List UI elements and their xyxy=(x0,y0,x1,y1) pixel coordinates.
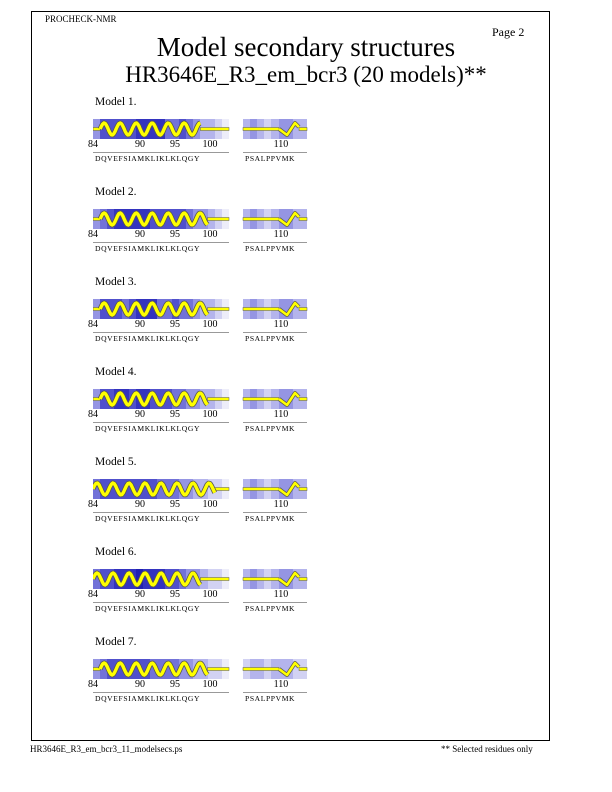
residue-tick-label: 110 xyxy=(273,229,289,240)
residue-shade-cell xyxy=(300,479,307,499)
residue-shade-cell xyxy=(129,659,136,679)
residue-shade-cell xyxy=(143,209,150,229)
residue-shade-cell xyxy=(172,659,179,679)
residue-shade-cell xyxy=(222,389,229,409)
residue-shade-cell xyxy=(222,299,229,319)
residue-shade-cell xyxy=(200,569,207,589)
residue-shade-cell xyxy=(257,389,264,409)
residue-shade-cell xyxy=(93,209,100,229)
residue-tick-label: 84 xyxy=(88,319,98,330)
residue-shade-cell xyxy=(136,209,143,229)
residue-tick-label: 84 xyxy=(88,679,98,690)
residue-shade-cell xyxy=(271,659,278,679)
sequence-segment: DQVEFSIAMKLIKLKLQGY xyxy=(95,154,201,163)
residue-shade-cell xyxy=(264,479,271,499)
residue-shade-cell xyxy=(114,569,121,589)
residue-shade-cell xyxy=(222,659,229,679)
residue-shade-cell xyxy=(200,389,207,409)
residue-shade-cell xyxy=(143,119,150,139)
residue-shade-cell xyxy=(286,209,293,229)
sequence-rule xyxy=(93,152,229,153)
residue-shade-cell xyxy=(215,119,222,139)
residue-shade-cell xyxy=(271,119,278,139)
sequence-segment: PSALPPVMK xyxy=(245,604,296,613)
residue-shade-cell xyxy=(186,119,193,139)
residue-shade-cell xyxy=(186,299,193,319)
page-number: Page 2 xyxy=(492,25,525,39)
sequence-segment: DQVEFSIAMKLIKLKLQGY xyxy=(95,694,201,703)
residue-shade-cell xyxy=(107,389,114,409)
residue-tick-label: 90 xyxy=(135,499,145,510)
residue-shade-cell xyxy=(279,389,286,409)
residue-shade-cell xyxy=(222,209,229,229)
residue-shade-cell xyxy=(122,389,129,409)
residue-shade-cell xyxy=(293,479,300,499)
residue-shade-cell xyxy=(179,569,186,589)
residue-shade-cell xyxy=(222,479,229,499)
residue-shade-cell xyxy=(271,299,278,319)
residue-tick-label: 110 xyxy=(273,499,289,510)
residue-shade-cell xyxy=(286,299,293,319)
residue-shade-cell xyxy=(143,389,150,409)
residue-shade-cell xyxy=(300,119,307,139)
residue-shade-cell xyxy=(122,209,129,229)
sequence-rule xyxy=(93,602,229,603)
residue-shade-cell xyxy=(114,659,121,679)
residue-shade-cell xyxy=(122,569,129,589)
sequence-segment: DQVEFSIAMKLIKLKLQGY xyxy=(95,334,201,343)
residue-shade-cell xyxy=(122,299,129,319)
residue-shade-cell xyxy=(271,479,278,499)
shading-strip xyxy=(243,389,307,409)
residue-shade-cell xyxy=(150,659,157,679)
residue-shade-cell xyxy=(122,659,129,679)
residue-shade-cell xyxy=(293,569,300,589)
residue-shade-cell xyxy=(300,209,307,229)
residue-shade-cell xyxy=(172,209,179,229)
residue-shade-cell xyxy=(293,299,300,319)
residue-shade-cell xyxy=(93,479,100,499)
residue-shade-cell xyxy=(250,299,257,319)
residue-shade-cell xyxy=(243,299,250,319)
residue-shade-cell xyxy=(243,659,250,679)
residue-shade-cell xyxy=(200,659,207,679)
residue-tick-label: 84 xyxy=(88,589,98,600)
residue-shade-cell xyxy=(193,299,200,319)
residue-shade-cell xyxy=(93,389,100,409)
residue-shade-cell xyxy=(257,569,264,589)
residue-shade-cell xyxy=(193,659,200,679)
residue-shade-cell xyxy=(114,389,121,409)
residue-shade-cell xyxy=(179,479,186,499)
residue-shade-cell xyxy=(186,569,193,589)
residue-shade-cell xyxy=(286,389,293,409)
residue-shade-cell xyxy=(300,299,307,319)
sequence-segment: PSALPPVMK xyxy=(245,244,296,253)
residue-shade-cell xyxy=(250,659,257,679)
sequence-rule xyxy=(243,332,307,333)
residue-shade-cell xyxy=(193,389,200,409)
residue-shade-cell xyxy=(286,569,293,589)
sequence-rule xyxy=(243,422,307,423)
residue-shade-cell xyxy=(208,299,215,319)
residue-shade-cell xyxy=(243,119,250,139)
residue-tick-label: 90 xyxy=(135,139,145,150)
residue-shade-cell xyxy=(107,479,114,499)
residue-shade-cell xyxy=(279,299,286,319)
residue-shade-cell xyxy=(172,569,179,589)
residue-tick-label: 110 xyxy=(273,679,289,690)
shading-strip xyxy=(93,569,229,589)
residue-shade-cell xyxy=(179,389,186,409)
sequence-rule xyxy=(93,512,229,513)
residue-shade-cell xyxy=(215,479,222,499)
residue-shade-cell xyxy=(165,479,172,499)
residue-shade-cell xyxy=(215,659,222,679)
residue-shade-cell xyxy=(264,389,271,409)
residue-shade-cell xyxy=(271,389,278,409)
residue-shade-cell xyxy=(93,299,100,319)
model-label: Model 4. xyxy=(95,366,137,378)
residue-shade-cell xyxy=(136,389,143,409)
residue-shade-cell xyxy=(215,209,222,229)
residue-shade-cell xyxy=(279,479,286,499)
shading-strip xyxy=(243,569,307,589)
residue-shade-cell xyxy=(114,479,121,499)
residue-shade-cell xyxy=(143,299,150,319)
residue-shade-cell xyxy=(129,299,136,319)
shading-strip xyxy=(93,389,229,409)
residue-shade-cell xyxy=(136,659,143,679)
residue-tick-label: 100 xyxy=(202,499,218,510)
residue-shade-cell xyxy=(243,389,250,409)
residue-tick-label: 90 xyxy=(135,679,145,690)
sequence-rule xyxy=(243,602,307,603)
shading-strip xyxy=(93,299,229,319)
residue-shade-cell xyxy=(157,119,164,139)
residue-shade-cell xyxy=(143,479,150,499)
shading-strip xyxy=(243,209,307,229)
residue-shade-cell xyxy=(100,389,107,409)
shading-strip xyxy=(243,659,307,679)
residue-shade-cell xyxy=(129,389,136,409)
residue-shade-cell xyxy=(257,479,264,499)
page-subtitle: HR3646E_R3_em_bcr3 (20 models)** xyxy=(125,62,487,87)
residue-tick-label: 84 xyxy=(88,499,98,510)
residue-shade-cell xyxy=(222,569,229,589)
sequence-rule xyxy=(93,692,229,693)
residue-shade-cell xyxy=(293,209,300,229)
sequence-segment: DQVEFSIAMKLIKLKLQGY xyxy=(95,604,201,613)
model-block xyxy=(88,456,313,546)
residue-shade-cell xyxy=(129,569,136,589)
sequence-rule xyxy=(243,242,307,243)
residue-shade-cell xyxy=(264,299,271,319)
sequence-rule xyxy=(93,242,229,243)
residue-shade-cell xyxy=(215,569,222,589)
residue-shade-cell xyxy=(257,209,264,229)
sequence-rule xyxy=(93,422,229,423)
residue-shade-cell xyxy=(100,119,107,139)
residue-tick-label: 95 xyxy=(170,409,180,420)
residue-tick-label: 100 xyxy=(202,229,218,240)
residue-shade-cell xyxy=(279,119,286,139)
residue-shade-cell xyxy=(172,119,179,139)
residue-shade-cell xyxy=(286,659,293,679)
residue-shade-cell xyxy=(150,299,157,319)
residue-shade-cell xyxy=(114,209,121,229)
residue-shade-cell xyxy=(122,119,129,139)
residue-tick-label: 95 xyxy=(170,139,180,150)
sequence-segment: PSALPPVMK xyxy=(245,154,296,163)
residue-shade-cell xyxy=(157,209,164,229)
residue-shade-cell xyxy=(179,659,186,679)
model-label: Model 1. xyxy=(95,96,137,108)
residue-shade-cell xyxy=(107,569,114,589)
residue-shade-cell xyxy=(107,119,114,139)
residue-tick-label: 84 xyxy=(88,229,98,240)
residue-tick-label: 95 xyxy=(170,229,180,240)
residue-shade-cell xyxy=(222,119,229,139)
residue-tick-label: 84 xyxy=(88,409,98,420)
residue-tick-label: 110 xyxy=(273,409,289,420)
residue-shade-cell xyxy=(208,209,215,229)
model-block xyxy=(88,546,313,636)
residue-shade-cell xyxy=(157,299,164,319)
residue-shade-cell xyxy=(208,479,215,499)
residue-shade-cell xyxy=(136,299,143,319)
residue-shade-cell xyxy=(100,479,107,499)
residue-shade-cell xyxy=(264,659,271,679)
residue-shade-cell xyxy=(300,659,307,679)
residue-shade-cell xyxy=(215,299,222,319)
residue-tick-label: 90 xyxy=(135,409,145,420)
residue-tick-label: 90 xyxy=(135,319,145,330)
residue-shade-cell xyxy=(250,209,257,229)
residue-shade-cell xyxy=(293,119,300,139)
residue-shade-cell xyxy=(250,479,257,499)
residue-shade-cell xyxy=(107,659,114,679)
sequence-segment: DQVEFSIAMKLIKLKLQGY xyxy=(95,244,201,253)
residue-tick-label: 100 xyxy=(202,319,218,330)
shading-strip xyxy=(243,299,307,319)
residue-shade-cell xyxy=(200,119,207,139)
residue-shade-cell xyxy=(129,209,136,229)
sequence-rule xyxy=(243,152,307,153)
residue-shade-cell xyxy=(150,209,157,229)
residue-tick-label: 100 xyxy=(202,589,218,600)
residue-tick-label: 95 xyxy=(170,589,180,600)
residue-shade-cell xyxy=(165,119,172,139)
model-label: Model 3. xyxy=(95,276,137,288)
residue-shade-cell xyxy=(271,209,278,229)
residue-shade-cell xyxy=(186,209,193,229)
residue-tick-label: 95 xyxy=(170,679,180,690)
residue-shade-cell xyxy=(243,479,250,499)
residue-shade-cell xyxy=(143,659,150,679)
residue-shade-cell xyxy=(200,479,207,499)
residue-shade-cell xyxy=(129,119,136,139)
residue-tick-label: 110 xyxy=(273,139,289,150)
residue-shade-cell xyxy=(250,119,257,139)
sequence-segment: PSALPPVMK xyxy=(245,334,296,343)
residue-shade-cell xyxy=(93,569,100,589)
residue-shade-cell xyxy=(165,569,172,589)
shading-strip xyxy=(243,479,307,499)
shading-strip xyxy=(93,209,229,229)
residue-tick-label: 110 xyxy=(273,319,289,330)
residue-shade-cell xyxy=(250,569,257,589)
residue-shade-cell xyxy=(200,209,207,229)
model-label: Model 5. xyxy=(95,456,137,468)
model-label: Model 6. xyxy=(95,546,137,558)
residue-shade-cell xyxy=(179,299,186,319)
residue-tick-label: 90 xyxy=(135,229,145,240)
residue-shade-cell xyxy=(165,299,172,319)
residue-shade-cell xyxy=(293,389,300,409)
model-block xyxy=(88,96,313,186)
residue-shade-cell xyxy=(257,659,264,679)
residue-shade-cell xyxy=(215,389,222,409)
residue-shade-cell xyxy=(150,389,157,409)
residue-shade-cell xyxy=(136,569,143,589)
shading-strip xyxy=(93,119,229,139)
shading-strip xyxy=(243,119,307,139)
residue-tick-label: 84 xyxy=(88,139,98,150)
residue-shade-cell xyxy=(279,209,286,229)
residue-tick-label: 110 xyxy=(273,589,289,600)
residue-shade-cell xyxy=(257,119,264,139)
residue-shade-cell xyxy=(264,209,271,229)
page-title: Model secondary structures xyxy=(156,32,456,62)
residue-shade-cell xyxy=(300,389,307,409)
residue-shade-cell xyxy=(172,299,179,319)
residue-shade-cell xyxy=(200,299,207,319)
residue-shade-cell xyxy=(150,569,157,589)
residue-shade-cell xyxy=(172,479,179,499)
residue-shade-cell xyxy=(157,479,164,499)
residue-shade-cell xyxy=(107,209,114,229)
residue-tick-label: 95 xyxy=(170,319,180,330)
residue-shade-cell xyxy=(150,479,157,499)
sequence-rule xyxy=(243,512,307,513)
model-label: Model 2. xyxy=(95,186,137,198)
residue-shade-cell xyxy=(100,209,107,229)
sequence-rule xyxy=(93,332,229,333)
residue-shade-cell xyxy=(208,119,215,139)
residue-shade-cell xyxy=(179,119,186,139)
residue-tick-label: 100 xyxy=(202,679,218,690)
sequence-segment: PSALPPVMK xyxy=(245,424,296,433)
residue-shade-cell xyxy=(100,299,107,319)
residue-shade-cell xyxy=(208,569,215,589)
residue-shade-cell xyxy=(93,119,100,139)
residue-shade-cell xyxy=(150,119,157,139)
residue-tick-label: 90 xyxy=(135,589,145,600)
residue-shade-cell xyxy=(193,479,200,499)
residue-shade-cell xyxy=(193,209,200,229)
residue-tick-label: 100 xyxy=(202,409,218,420)
residue-shade-cell xyxy=(186,479,193,499)
residue-shade-cell xyxy=(172,389,179,409)
residue-shade-cell xyxy=(264,119,271,139)
residue-shade-cell xyxy=(243,569,250,589)
sequence-segment: DQVEFSIAMKLIKLKLQGY xyxy=(95,514,201,523)
residue-shade-cell xyxy=(293,659,300,679)
residue-shade-cell xyxy=(279,569,286,589)
residue-shade-cell xyxy=(136,479,143,499)
sequence-segment: DQVEFSIAMKLIKLKLQGY xyxy=(95,424,201,433)
shading-strip xyxy=(93,479,229,499)
sequence-segment: PSALPPVMK xyxy=(245,514,296,523)
residue-shade-cell xyxy=(157,569,164,589)
residue-shade-cell xyxy=(100,569,107,589)
footer-note: ** Selected residues only xyxy=(441,744,533,754)
residue-shade-cell xyxy=(93,659,100,679)
residue-shade-cell xyxy=(279,659,286,679)
residue-shade-cell xyxy=(165,389,172,409)
residue-tick-label: 100 xyxy=(202,139,218,150)
residue-shade-cell xyxy=(271,569,278,589)
model-block xyxy=(88,186,313,276)
residue-shade-cell xyxy=(193,119,200,139)
residue-shade-cell xyxy=(157,389,164,409)
sequence-segment: PSALPPVMK xyxy=(245,694,296,703)
residue-shade-cell xyxy=(129,479,136,499)
residue-shade-cell xyxy=(100,659,107,679)
residue-shade-cell xyxy=(286,479,293,499)
residue-shade-cell xyxy=(186,389,193,409)
residue-shade-cell xyxy=(186,659,193,679)
residue-shade-cell xyxy=(136,119,143,139)
sequence-rule xyxy=(243,692,307,693)
residue-shade-cell xyxy=(107,299,114,319)
model-block xyxy=(88,636,313,726)
residue-shade-cell xyxy=(208,389,215,409)
residue-shade-cell xyxy=(264,569,271,589)
model-block xyxy=(88,366,313,456)
residue-shade-cell xyxy=(257,299,264,319)
residue-shade-cell xyxy=(165,209,172,229)
residue-shade-cell xyxy=(179,209,186,229)
residue-shade-cell xyxy=(208,659,215,679)
residue-shade-cell xyxy=(143,569,150,589)
program-name: PROCHECK-NMR xyxy=(45,14,117,24)
footer-filename: HR3646E_R3_em_bcr3_11_modelsecs.ps xyxy=(30,744,183,754)
residue-shade-cell xyxy=(157,659,164,679)
residue-shade-cell xyxy=(165,659,172,679)
residue-shade-cell xyxy=(250,389,257,409)
residue-shade-cell xyxy=(114,299,121,319)
residue-shade-cell xyxy=(300,569,307,589)
residue-tick-label: 95 xyxy=(170,499,180,510)
residue-shade-cell xyxy=(193,569,200,589)
residue-shade-cell xyxy=(122,479,129,499)
model-block xyxy=(88,276,313,366)
residue-shade-cell xyxy=(286,119,293,139)
shading-strip xyxy=(93,659,229,679)
residue-shade-cell xyxy=(114,119,121,139)
model-label: Model 7. xyxy=(95,636,137,648)
residue-shade-cell xyxy=(243,209,250,229)
